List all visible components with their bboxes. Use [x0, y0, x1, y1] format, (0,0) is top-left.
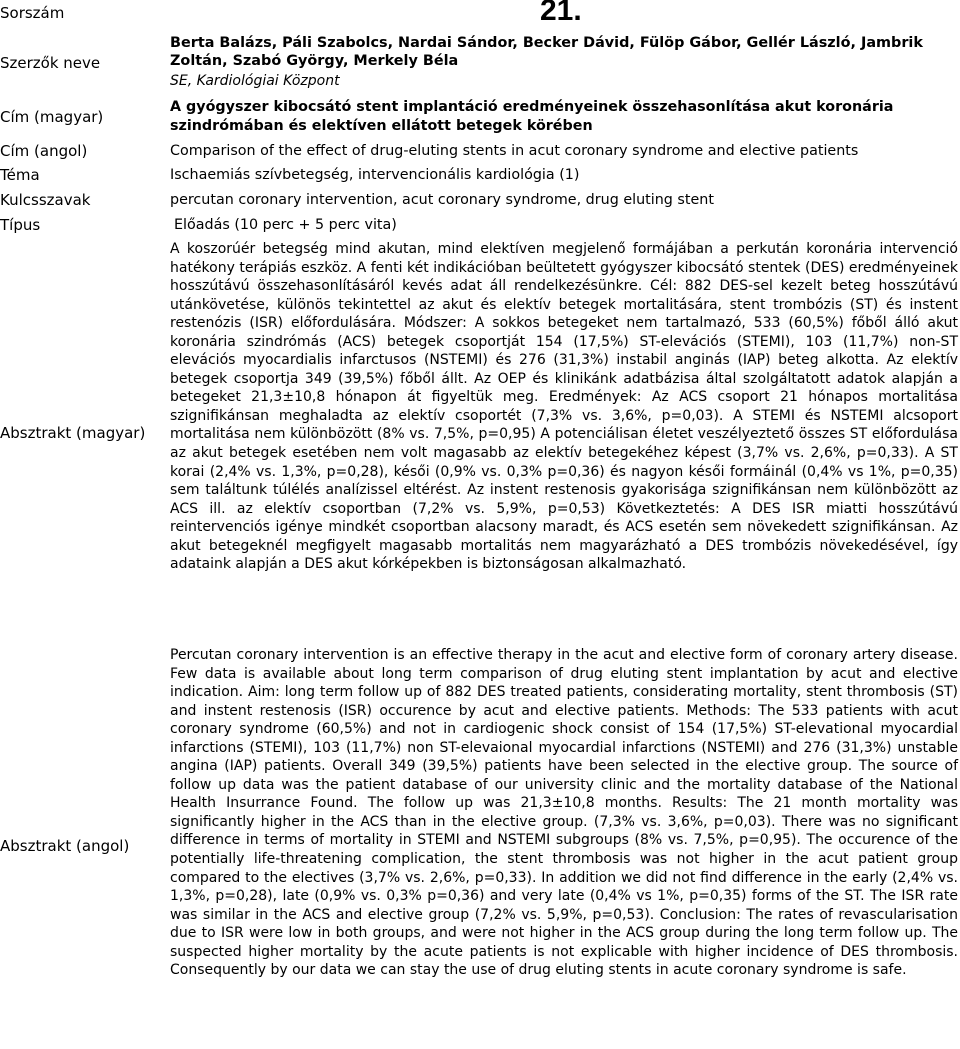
authors-text: Berta Balázs, Páli Szabolcs, Nardai Sándor, Becker Dávid, Fülöp Gábor, Gellér László, Jambrik Zoltán, Szabó György, Merkely Béla	[170, 35, 923, 69]
tema-row	[0, 166, 960, 188]
kulcsszavak-row	[0, 191, 960, 213]
cim-magyar-label: Cím (magyar)	[0, 108, 104, 126]
affiliation-text: SE, Kardiológiai Központ	[170, 73, 340, 89]
absztrakt-angol-label: Absztrakt (angol)	[0, 837, 130, 855]
sorszam-label: Sorszám	[0, 4, 65, 22]
szerzok-label: Szerzők neve	[0, 54, 101, 72]
tema-label: Téma	[0, 166, 40, 184]
cim-angol-label: Cím (angol)	[0, 142, 88, 160]
szerzok-row	[0, 34, 960, 90]
absztrakt-magyar-text: A koszorúér betegség mind akutan, mind elektíven megjelenő formájában a perkután koronária intervenció hatékony terápiás eszköz. A fenti két indikációban beültetett gyógyszer kibocsátó stentek (DES) eredményeinek hosszútávú összehasonlításáról kevés adat áll rendelkezésünkre. Cél: 882 DES-sel kezelt beteg hosszútávú utánkövetése, különös tekintettel az akut és elektív betegek mortalitására, stent trombózis (ST) és instent restenózis (ISR) előfordulására. Módszer: A sokkos betegeket nem tartalmazó, 533 (60,5%) főből álló akut koronária szindrómás (ACS) betegek csoportját 154 (17,5%) ST-elevációs (STEMI), 103 (11,7%) non-ST elevációs myocardialis infarctusos (NSTEMI) és 276 (31,3%) instabil anginás (IAP) beteg alkotta. Az elektív betegek csoportja 349 (39,5%) főből állt. Az OEP és klinikánk adatbázisa által szolgáltatott adatok alapján a betegeket 21,3±10,8 hónapon át figyeltük meg. Eredmények: Az ACS csoport 21 hónapos mortalitása szignifikánsan meghaladta az elektív csoportét (7,3% vs. 3,6%, p=0,03). A STEMI és NSTEMI alcsoport mortalitása nem különbözött (8% vs. 7,5%, p=0,95) A potenciálisan életet veszélyeztető összes ST előfordulása az akut betegek esetében nem volt magasabb az elektív betegekéhez képest (3,7% vs. 2,6%, p=0,33). A ST korai (2,4% vs. 1,3%, p=0,28), késői (0,9% vs. 0,3% p=0,36) és nagyon késői formáinál (0,4% vs 1%, p=0,35) sem találtunk túlélés analízissel eltérést. Az instent restenosis gyakorisága szignifikánsan nem különbözött az ACS ill. az elektív csoportban (7,2% vs. 5,9%, p=0,53) Következtetés: A DES ISR miatti hosszútávú reintervenciós igénye mindkét csoportban alacsony maradt, és ACS esetén sem növekedett szignifikánsan. Az akut betegeknél megfigyelt magasabb mortalitás nem magyarázható a DES trombózis növekedésével, így adataink alapján a DES akut kórképekben is biztonságosan alkalmazható.	[170, 241, 958, 573]
tipus-row	[0, 216, 960, 238]
absztrakt-angol-text: Percutan coronary intervention is an effective therapy in the acut and elective form of coronary artery disease. Few data is available about long term comparison of drug eluting stent implantation by acut and elective indication. Aim: long term follow up of 882 DES treated patients, considerating mortality, stent thrombosis (ST) and instent restenosis (ISR) occurence by acut and elective patients. Methods: The 533 patients with acut coronary syndrome (60,5%) and not in cardiogenic shock consist of 154 (17,5%) ST-elevational myocardial infarctions (STEMI), 103 (11,7%) non ST-elevaional myocardial infarctions (NSTEMI) and 276 (31,3%) unstable angina (IAP) patients. Overall 349 (39,5%) patients have been selected in the elective group. The source of follow up data was the patient database of our university clinic and the mortality database of the National Health Insurrance Found. The follow up was 21,3±10,8 months. Results: The 21 month mortality was significantly higher in the ACS than in the elective group. (7,3% vs. 3,6%, p=0,03). There was no significant difference in terms of mortality in STEMI and NSTEMI subgroups (8% vs. 7,5%, p=0,95). The occurence of the potentially life-threatening complication, the stent thrombosis was not higher in the acut patient group compared to the electives (3,7% vs. 2,6%, p=0,33). In addition we did not find difference in the early (2,4% vs. 1,3%, p=0,28), late (0,9% vs. 0,3% p=0,36) and very late (0,4% vs 1%, p=0,35) forms of the ST. The ISR rate was similar in the ACS and elective group (7,2% vs. 5,9%, p=0,53). Conclusion: The rates of revascularisation due to ISR were low in both groups, and were not higher in the ACS group during the long term follow up. The suspected higher mortality by the acute patients is not explicable with higher incidence of DES thrombosis. Consequently by our data we can stay the use of drug eluting stents in acute coronary syndrome is safe.	[170, 647, 958, 979]
tipus-text: Előadás (10 perc + 5 perc vita)	[174, 217, 397, 233]
cim-angol-text: Comparison of the effect of drug-eluting stents in acut coronary syndrome and elective patients	[170, 143, 859, 159]
sorszam-value: 21.	[540, 0, 582, 27]
cim-angol-row	[0, 142, 960, 164]
sorszam-row	[0, 0, 960, 32]
tema-text: Ischaemiás szívbetegség, intervencionális kardiológia (1)	[170, 167, 580, 183]
absztrakt-magyar-row	[0, 240, 960, 642]
kulcsszavak-label: Kulcsszavak	[0, 191, 91, 209]
absztrakt-magyar-label: Absztrakt (magyar)	[0, 424, 146, 442]
cim-magyar-row	[0, 98, 960, 138]
cim-magyar-text: A gyógyszer kibocsátó stent implantáció eredményeinek összehasonlítása akut koronária szindrómában és elektíven ellátott betegek körében	[170, 99, 894, 134]
absztrakt-angol-row	[0, 646, 960, 1049]
tipus-label: Típus	[0, 216, 41, 234]
kulcsszavak-text: percutan coronary intervention, acut coronary syndrome, drug eluting stent	[170, 192, 714, 208]
